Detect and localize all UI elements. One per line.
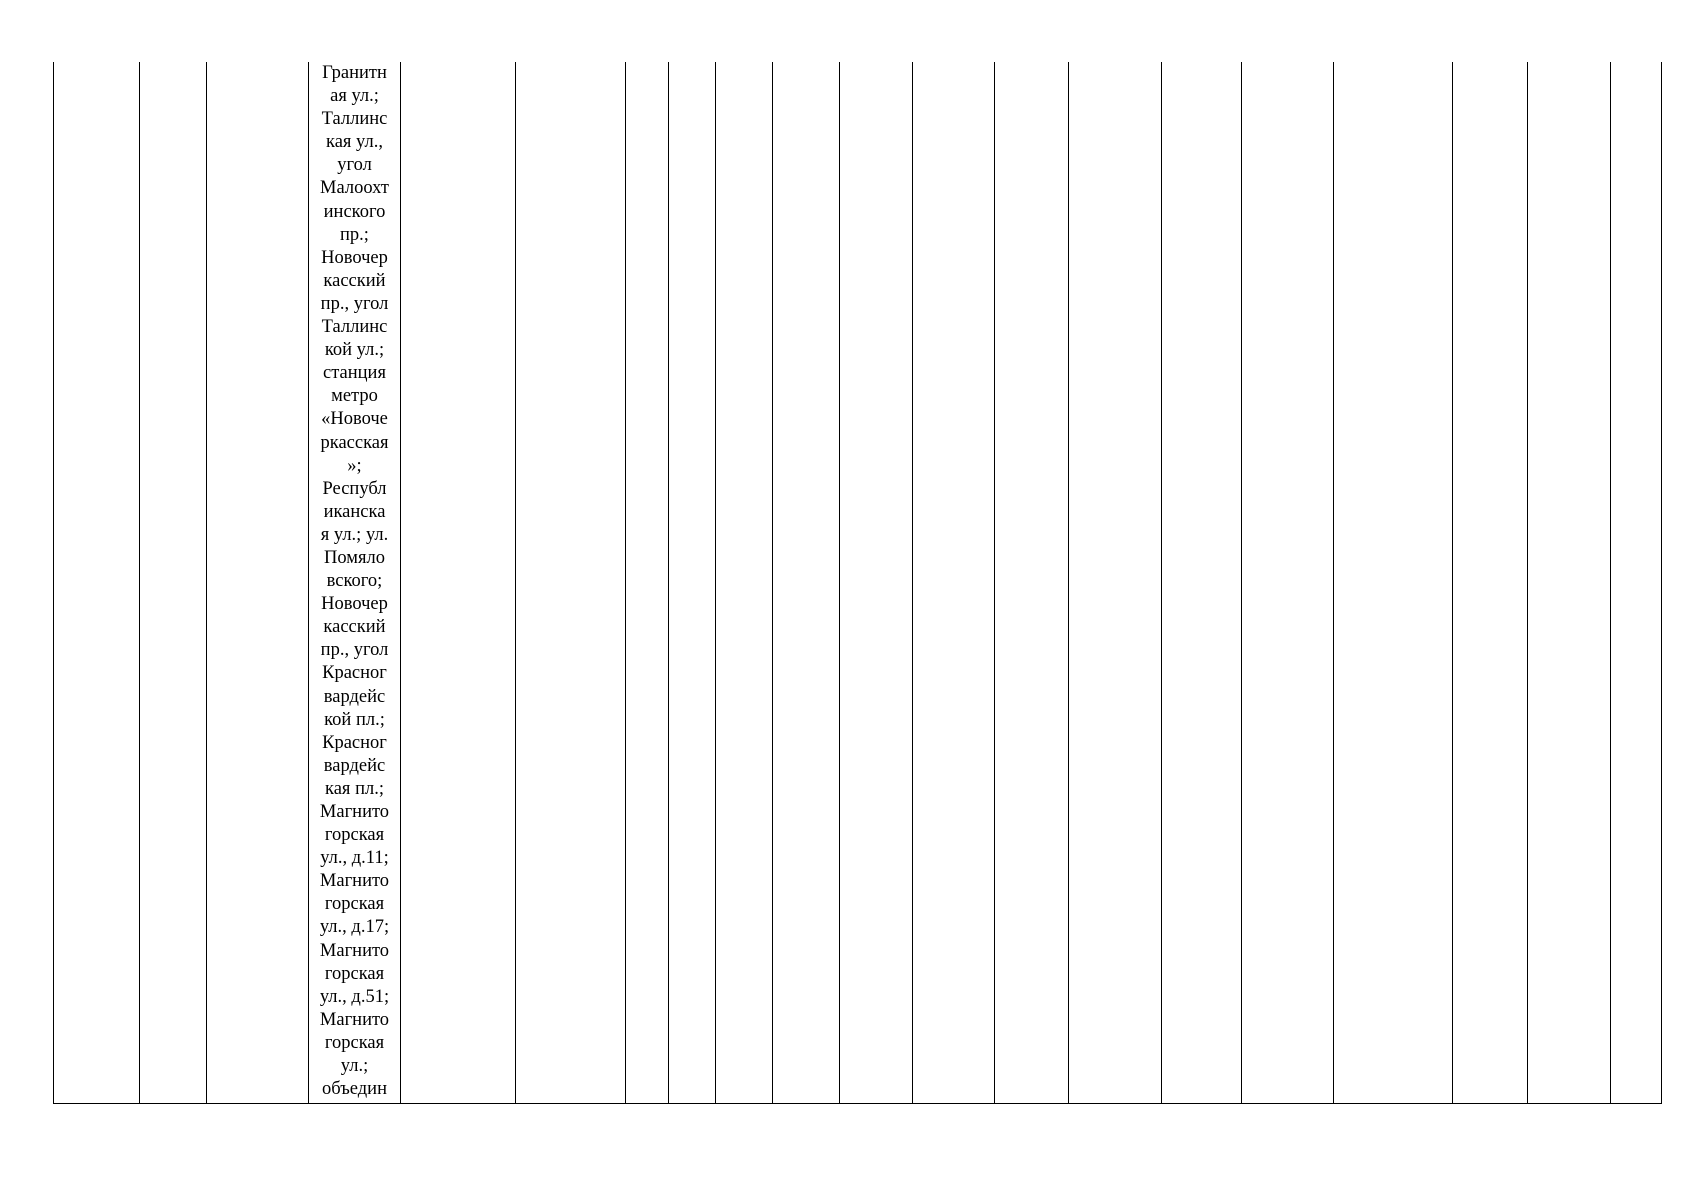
table-cell [516, 62, 626, 1104]
stops-cell [309, 62, 401, 1104]
table-cell [1069, 62, 1162, 1104]
route-table [53, 62, 1662, 1104]
table-cell [1528, 62, 1611, 1104]
stops-text: Гранитн ая ул.; Таллинс кая ул., угол Малоохт инского пр.; Новочер касский пр., угол Таллинс кой ул.; станция метро «Новоче ркасская »; Республ иканска я ул.; ул. Помяло вского; Новочер касский пр., угол Красног вардейс кой пл.; Красног вардейс кая пл.; Магнито горская ул., д.11; Магнито горская ул., д.17; Магнито горская ул., д.51; Магнито горская ул.; объедин [319, 63, 390, 1100]
table-cell [140, 62, 207, 1104]
table-cell [913, 62, 995, 1104]
table-cell [1611, 62, 1662, 1104]
table-cell [1453, 62, 1528, 1104]
table-cell [54, 62, 140, 1104]
table-cell [773, 62, 840, 1104]
table-cell [840, 62, 913, 1104]
table-cell [995, 62, 1069, 1104]
table-cell [1162, 62, 1242, 1104]
table-cell [626, 62, 669, 1104]
table-row [54, 62, 1662, 1104]
table-cell [1334, 62, 1453, 1104]
table-cell [401, 62, 516, 1104]
table-cell [669, 62, 716, 1104]
table-cell [716, 62, 773, 1104]
table-cell [1242, 62, 1334, 1104]
table-cell [207, 62, 309, 1104]
